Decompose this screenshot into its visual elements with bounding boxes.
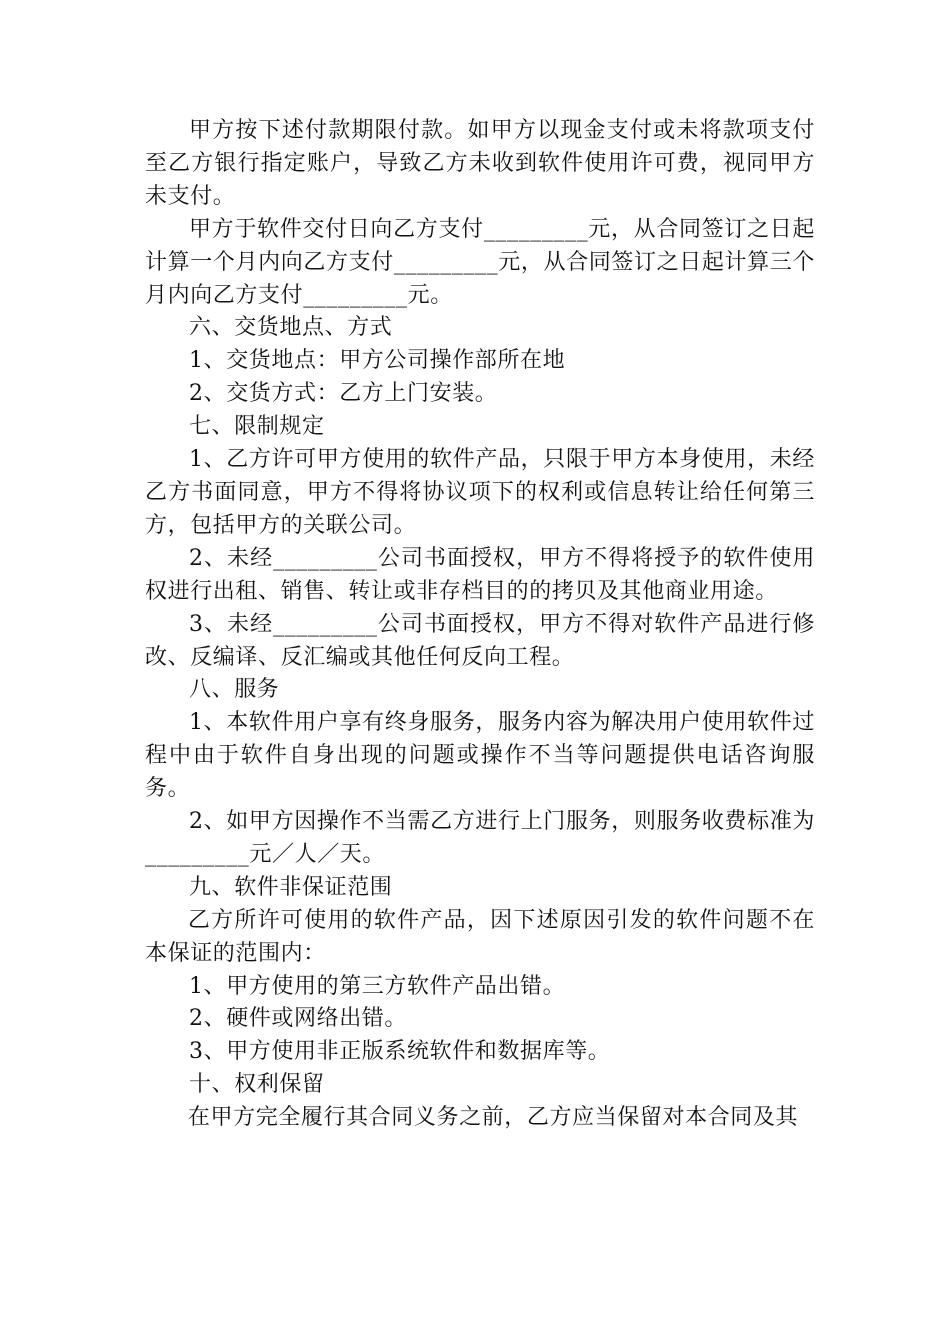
document-body xyxy=(145,115,815,1135)
delivery-location-item: 1、交货地点：甲方公司操作部所在地 xyxy=(189,348,566,374)
restriction-item-1: 1、乙方许可甲方使用的软件产品，只限于甲方本身使用，未经乙方书面同意，甲方不得将协议项下的权利或信息转让给任何第三方，包括甲方的关联公司。 xyxy=(145,447,815,538)
delivery-method-item: 2、交货方式：乙方上门安装。 xyxy=(189,381,498,407)
service-item-2: 2、如甲方因操作不当需乙方进行上门服务，则服务收费标准为_________元／人／天。 xyxy=(145,809,815,867)
section-heading-delivery: 六、交货地点、方式 xyxy=(189,315,393,341)
non-warranty-item-1: 1、甲方使用的第三方软件产品出错。 xyxy=(189,973,566,999)
non-warranty-item-2: 2、硬件或网络出错。 xyxy=(189,1006,407,1032)
rights-reserved-paragraph: 在甲方完全履行其合同义务之前，乙方应当保留对本合同及其 xyxy=(187,1105,799,1131)
restriction-item-2: 2、未经_________公司书面授权，甲方不得将授予的软件使用权进行出租、销售、转让或非存档目的的拷贝及其他商业用途。 xyxy=(145,545,815,604)
payment-schedule-paragraph: 甲方于软件交付日向乙方支付_________元，从合同签订之日起计算一个月内向乙方支付_________元，从合同签订之日起计算三个月内向乙方支付_________元。 xyxy=(145,216,815,308)
section-heading-rights-reserved: 十、权利保留 xyxy=(189,1072,325,1098)
section-heading-service: 八、服务 xyxy=(189,677,280,703)
restriction-item-3: 3、未经_________公司书面授权，甲方不得对软件产品进行修改、反编译、反汇编或其他任何反向工程。 xyxy=(145,611,815,670)
non-warranty-item-3: 3、甲方使用非正版系统软件和数据库等。 xyxy=(189,1039,611,1065)
service-item-1: 1、本软件用户享有终身服务，服务内容为解决用户使用软件过程中由于软件自身出现的问题或操作不当等问题提供电话咨询服务。 xyxy=(145,710,815,802)
payment-terms-paragraph: 甲方按下述付款期限付款。如甲方以现金支付或未将款项支付至乙方银行指定账户，导致乙方未收到软件使用许可费，视同甲方未支付。 xyxy=(145,118,815,209)
non-warranty-intro: 乙方所许可使用的软件产品，因下述原因引发的软件问题不在本保证的范围内： xyxy=(145,907,815,966)
section-heading-restrictions: 七、限制规定 xyxy=(189,414,325,440)
section-heading-non-warranty: 九、软件非保证范围 xyxy=(189,874,393,900)
